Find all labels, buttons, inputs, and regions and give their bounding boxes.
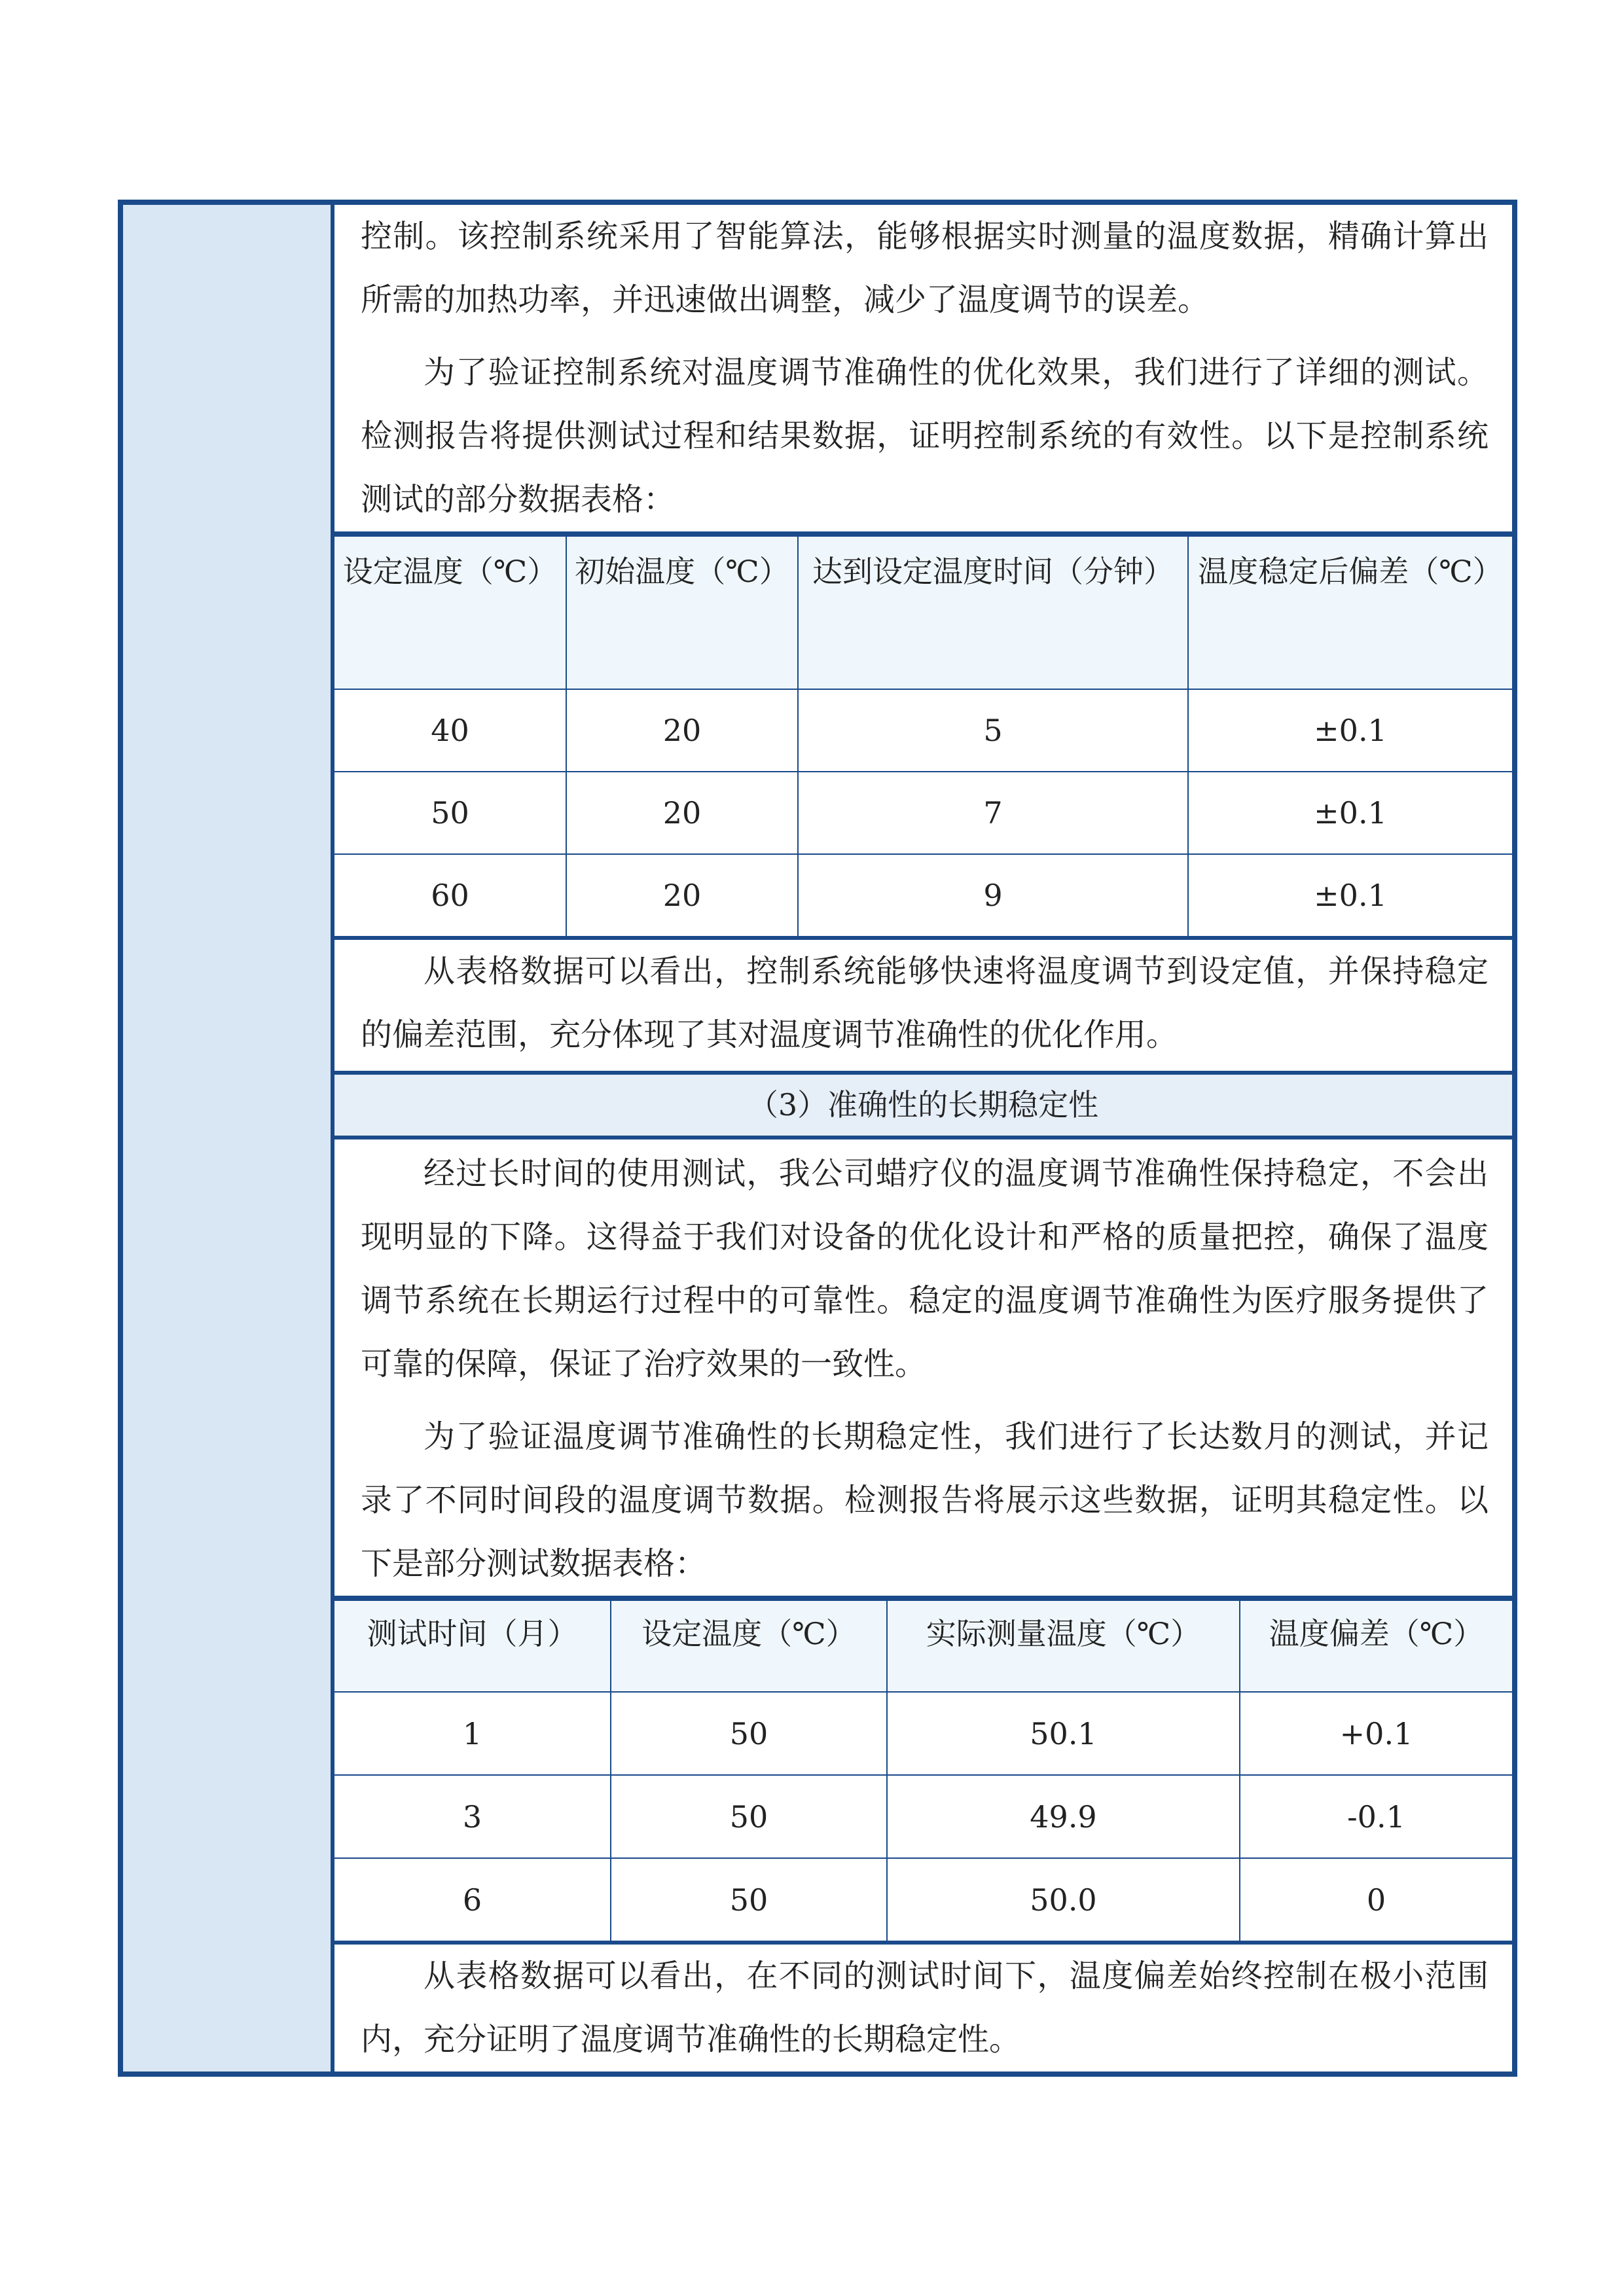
column-header: 设定温度（℃） [334, 536, 566, 689]
table-cell: 9 [798, 854, 1188, 938]
table-cell: 1 [334, 1692, 611, 1775]
table-cell: ±0.1 [1188, 772, 1512, 854]
table1-summary-block [334, 940, 1512, 1075]
table-cell: 50 [611, 1775, 887, 1858]
table-cell: -0.1 [1240, 1775, 1512, 1858]
table-cell: 50.0 [887, 1858, 1240, 1943]
table-row [334, 1858, 1512, 1943]
table-row [334, 772, 1512, 854]
table-header-row [334, 536, 1512, 689]
intro-text-block [334, 205, 1512, 535]
paragraph: 为了验证控制系统对温度调节准确性的优化效果，我们进行了详细的测试。检测报告将提供测试过程和结果数据，证明控制系统的有效性。以下是控制系统测试的部分数据表格： [361, 354, 1489, 518]
table-cell: 20 [566, 854, 798, 938]
table-cell: 5 [798, 689, 1188, 772]
column-header: 测试时间（月） [334, 1600, 611, 1692]
section-heading: （3）准确性的长期稳定性 [334, 1075, 1512, 1139]
table-cell: ±0.1 [1188, 689, 1512, 772]
column-header: 温度稳定后偏差（℃） [1188, 536, 1512, 689]
paragraph: 为了验证温度调节准确性的长期稳定性，我们进行了长达数月的测试，并记录了不同时间段的温度调节数据。检测报告将展示这些数据，证明其稳定性。以下是部分测试数据表格： [361, 1418, 1489, 1582]
table-row [334, 1775, 1512, 1858]
table-cell: 60 [334, 854, 566, 938]
paragraph: 从表格数据可以看出，控制系统能够快速将温度调节到设定值，并保持稳定的偏差范围，充分体现了其对温度调节准确性的优化作用。 [361, 953, 1489, 1053]
table-cell: 40 [334, 689, 566, 772]
column-header: 温度偏差（℃） [1240, 1600, 1512, 1692]
table-cell: +0.1 [1240, 1692, 1512, 1775]
table-cell: 50 [334, 772, 566, 854]
table-cell: 7 [798, 772, 1188, 854]
table-cell: ±0.1 [1188, 854, 1512, 938]
control-test-table [334, 535, 1512, 940]
table-cell: 20 [566, 772, 798, 854]
table-cell: 49.9 [887, 1775, 1240, 1858]
table-cell: 3 [334, 1775, 611, 1858]
table-header-row [334, 1600, 1512, 1692]
column-header: 设定温度（℃） [611, 1600, 887, 1692]
table-cell: 50 [611, 1692, 887, 1775]
table-row [334, 1692, 1512, 1775]
column-header: 达到设定温度时间（分钟） [798, 536, 1188, 689]
left-label-column [123, 205, 334, 2072]
table-row [334, 689, 1512, 772]
column-header: 实际测量温度（℃） [887, 1600, 1240, 1692]
table-cell: 50.1 [887, 1692, 1240, 1775]
paragraph: 经过长时间的使用测试，我公司蜡疗仪的温度调节准确性保持稳定，不会出现明显的下降。这得益于我们对设备的优化设计和严格的质量把控，确保了温度调节系统在长期运行过程中的可靠性。稳定的温度调节准确性为医疗服务提供了可靠的保障，保证了治疗效果的一致性。 [361, 1155, 1489, 1382]
column-header: 初始温度（℃） [566, 536, 798, 689]
table2-summary-block [334, 1945, 1512, 2072]
section-text-block [334, 1139, 1512, 1600]
table-cell: 0 [1240, 1858, 1512, 1943]
table-row [334, 854, 1512, 938]
paragraph: 控制。该控制系统采用了智能算法，能够根据实时测量的温度数据，精确计算出所需的加热功率，并迅速做出调整，减少了温度调节的误差。 [361, 218, 1489, 318]
content-column [334, 205, 1512, 2072]
document-frame [118, 200, 1517, 2077]
table-cell: 20 [566, 689, 798, 772]
long-term-stability-table [334, 1600, 1512, 1945]
paragraph: 从表格数据可以看出，在不同的测试时间下，温度偏差始终控制在极小范围内，充分证明了温度调节准确性的长期稳定性。 [361, 1958, 1489, 2058]
table-cell: 6 [334, 1858, 611, 1943]
table-cell: 50 [611, 1858, 887, 1943]
